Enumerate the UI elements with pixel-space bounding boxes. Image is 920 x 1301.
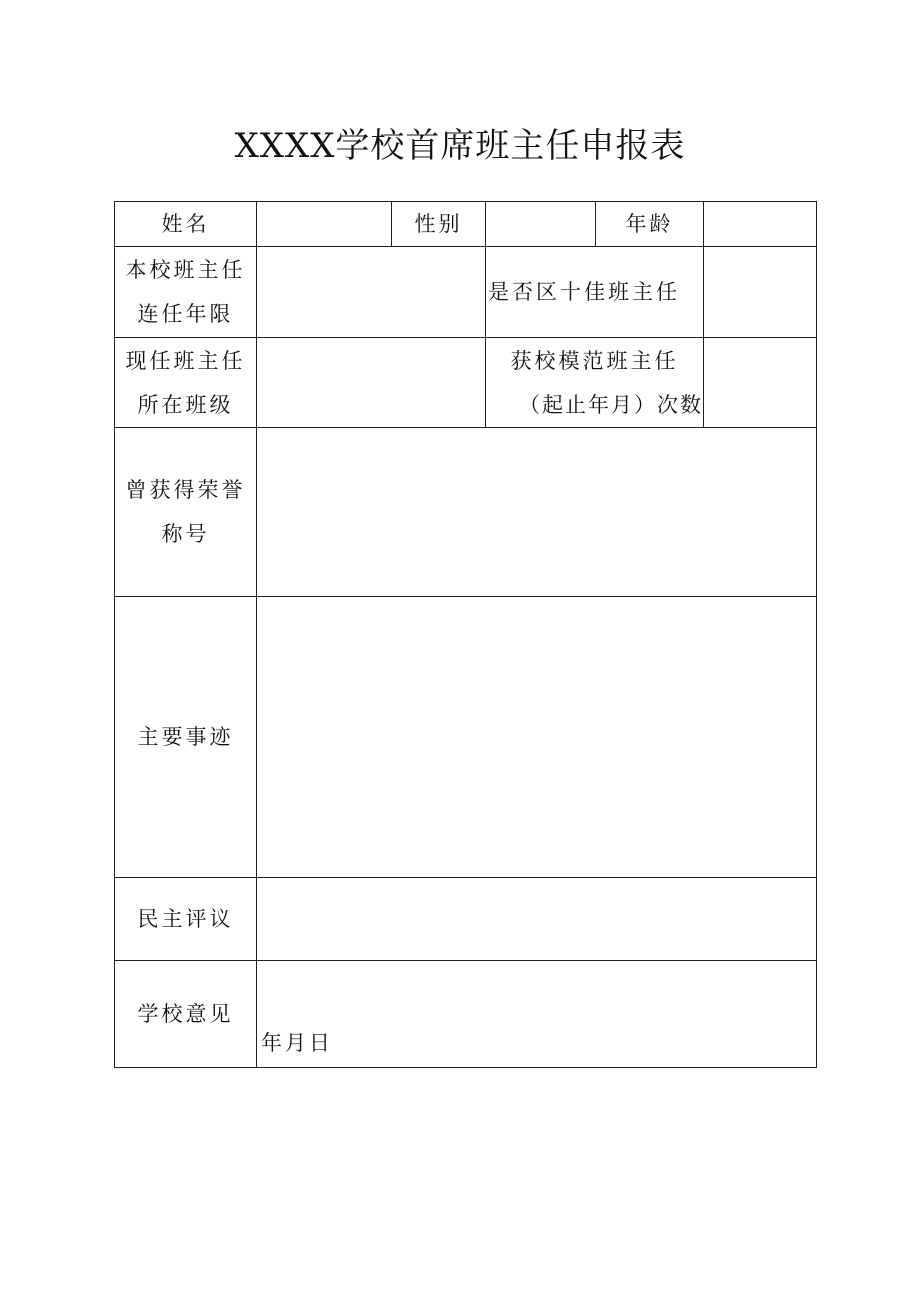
- model-teacher-field[interactable]: [704, 338, 817, 428]
- review-label: 民主评议: [115, 878, 257, 961]
- application-form-table: [114, 201, 817, 1068]
- age-label: 年龄: [596, 202, 704, 247]
- model-teacher-label: [486, 338, 704, 428]
- name-field[interactable]: [257, 202, 392, 247]
- opinion-label: 学校意见: [115, 961, 257, 1068]
- age-field[interactable]: [704, 202, 817, 247]
- row-review: [115, 878, 817, 961]
- gender-field[interactable]: [486, 202, 596, 247]
- row-opinion: [115, 961, 817, 1068]
- name-label: 姓名: [115, 202, 257, 247]
- opinion-field[interactable]: [257, 961, 817, 1068]
- deeds-label: 主要事迹: [115, 597, 257, 878]
- tenure-label-line1: 本校班主任: [125, 258, 246, 282]
- date-label: 年月日: [261, 1031, 333, 1055]
- row-basic-info: [115, 202, 817, 247]
- top-ten-field[interactable]: [704, 247, 817, 338]
- row-tenure: [115, 247, 817, 338]
- gender-label: 性别: [392, 202, 486, 247]
- tenure-field[interactable]: [257, 247, 486, 338]
- top-ten-label: 是否区十佳班主任: [486, 247, 704, 338]
- honors-label: [115, 428, 257, 597]
- tenure-label-line2: 连任年限: [137, 302, 234, 326]
- model-teacher-label-line1: 获校模范班主任: [510, 348, 679, 373]
- current-class-label-line1: 现任班主任: [125, 348, 246, 373]
- model-teacher-label-line2: （起止年月）次数: [519, 392, 703, 417]
- current-class-field[interactable]: [257, 338, 486, 428]
- current-class-label-line2: 所在班级: [137, 392, 234, 417]
- deeds-field[interactable]: [257, 597, 817, 878]
- tenure-label: [115, 247, 257, 338]
- row-current-class: [115, 338, 817, 428]
- honors-label-line2: 称号: [161, 522, 210, 546]
- row-honors: [115, 428, 817, 597]
- honors-label-line1: 曾获得荣誉: [125, 478, 246, 502]
- row-deeds: [115, 597, 817, 878]
- review-field[interactable]: [257, 878, 817, 961]
- page-title: XXXX学校首席班主任申报表: [234, 126, 686, 166]
- honors-field[interactable]: [257, 428, 817, 597]
- current-class-label: [115, 338, 257, 428]
